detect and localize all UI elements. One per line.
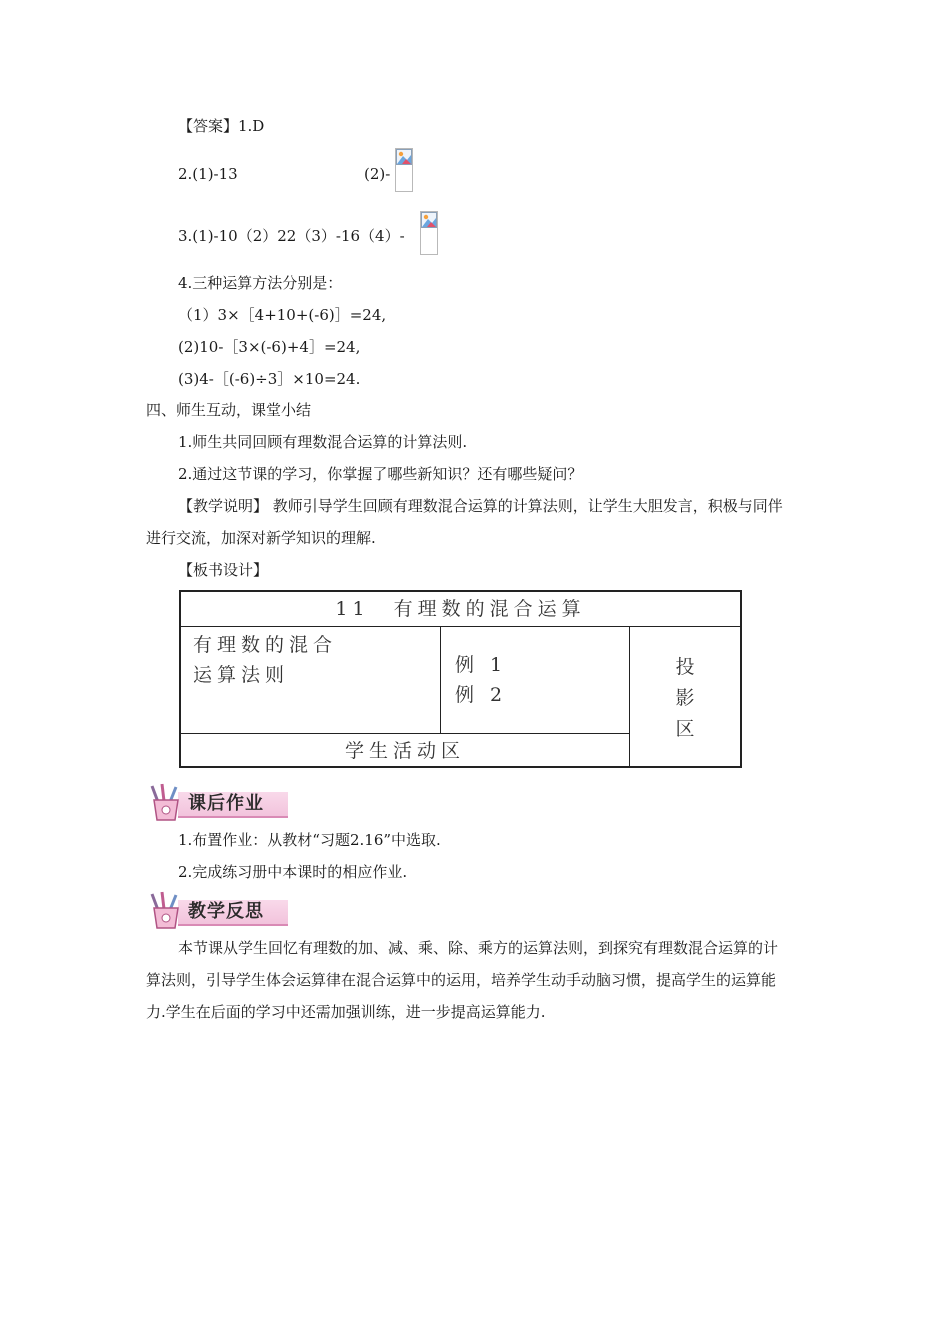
teaching-note-label: 【教学说明】 [178, 497, 269, 515]
section4-item-2: 2.通过这节课的学习，你掌握了哪些新知识？还有哪些疑问？ [178, 465, 583, 483]
board-example-1: 例 1 [455, 654, 508, 676]
answer-q3: 3.(1)-10（2）22（3）-16（4）- [178, 227, 405, 245]
board-design-label: 【板书设计】 [178, 561, 269, 579]
answer-q4-method-3: (3)4-［(-6)÷3］×10=24. [178, 370, 361, 388]
homework-header [146, 782, 294, 822]
section4-item-1: 1.师生共同回顾有理数混合运算的计算法则. [178, 433, 468, 451]
reflection-header [146, 890, 294, 930]
answer-heading: 【答案】1.D [178, 117, 265, 135]
board-example-2: 例 2 [455, 684, 508, 706]
broken-image-icon [420, 211, 438, 255]
broken-image-icon [395, 148, 413, 192]
board-footer: 学生活动区 [344, 740, 465, 762]
homework-header-text: 课后作业 [188, 793, 264, 814]
answer-q4-method-2: (2)10-［3×(-6)+4］=24, [178, 338, 361, 356]
board-projection-1: 投 [675, 656, 695, 678]
board-title: 11 有理数的混合运算 [335, 598, 586, 620]
board-projection-2: 影 [675, 687, 695, 709]
homework-item-2: 2.完成练习册中本课时的相应作业. [178, 863, 408, 881]
reflection-header-text: 教学反思 [188, 901, 264, 922]
pencil-cup-icon [146, 782, 186, 822]
answer-q2-part2: (2)- [364, 165, 391, 183]
board-left-line-1: 有理数的混合 [193, 634, 338, 656]
pencil-cup-icon [146, 890, 186, 930]
teaching-note [146, 490, 786, 554]
section4-title: 四、师生互动，课堂小结 [146, 401, 312, 419]
board-left-line-2: 运算法则 [193, 664, 290, 686]
teaching-note-text: 教师引导学生回顾有理数混合运算的计算法则，让学生大胆发言，积极与同伴进行交流，加深对新学知识的理解. [146, 497, 783, 547]
reflection-text: 本节课从学生回忆有理数的加、减、乘、除、乘方的运算法则，到探究有理数混合运算的计算法则，引导学生体会运算律在混合运算中的运用，培养学生动手动脑习惯，提高学生的运算能力.学生在后面的学习中还需加强训练，进一步提高运算能力. [146, 939, 779, 1021]
board-design-table [179, 590, 742, 768]
answer-q4-intro: 4.三种运算方法分别是： [178, 274, 343, 292]
answer-q2-part1: 2.(1)-13 [178, 165, 238, 183]
homework-item-1: 1.布置作业：从教材“习题2.16”中选取. [178, 831, 441, 849]
answer-q4-method-1: （1）3×［4+10+(-6)］=24, [178, 306, 387, 324]
board-projection-3: 区 [675, 718, 695, 740]
